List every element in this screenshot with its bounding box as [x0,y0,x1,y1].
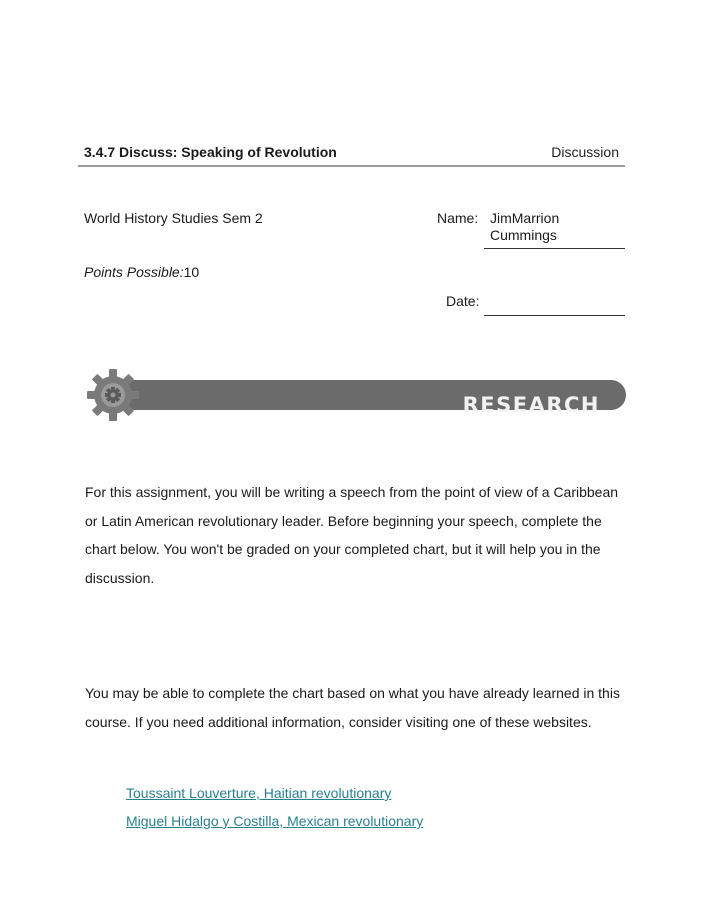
date-label: Date: [446,293,480,309]
name-label: Name: [437,210,479,226]
assignment-type: Discussion [551,144,619,160]
points-possible [84,264,199,280]
gear-icon [84,366,142,424]
title-divider [78,165,625,167]
date-underline [484,315,625,316]
link-toussaint-louverture[interactable]: Toussaint Louverture, Haitian revolutionary [126,785,392,801]
research-banner [84,366,630,424]
research-banner-bar [114,380,626,417]
resources-paragraph: You may be able to complete the chart based on what you have already learned in this course. If you need additional information, consider visiting one of these websites. [85,685,620,730]
research-banner-label: RESEARCH [462,393,600,417]
instructions-paragraph: For this assignment, you will be writing a speech from the point of view of a Caribbean or Latin American revolutionary leader. Before beginning your speech, complete the chart below. You won't be graded on your completed chart, but it will help you in the discussion. [85,484,619,587]
course-name: World History Studies Sem 2 [84,210,263,226]
name-underline [484,248,625,249]
points-label: Points Possible: [84,264,184,280]
link-miguel-hidalgo[interactable]: Miguel Hidalgo y Costilla, Mexican revolutionary [126,813,424,829]
assignment-title: 3.4.7 Discuss: Speaking of Revolution [84,144,337,160]
points-value: 10 [183,264,200,280]
name-value: JimMarrion Cummings [490,210,560,243]
